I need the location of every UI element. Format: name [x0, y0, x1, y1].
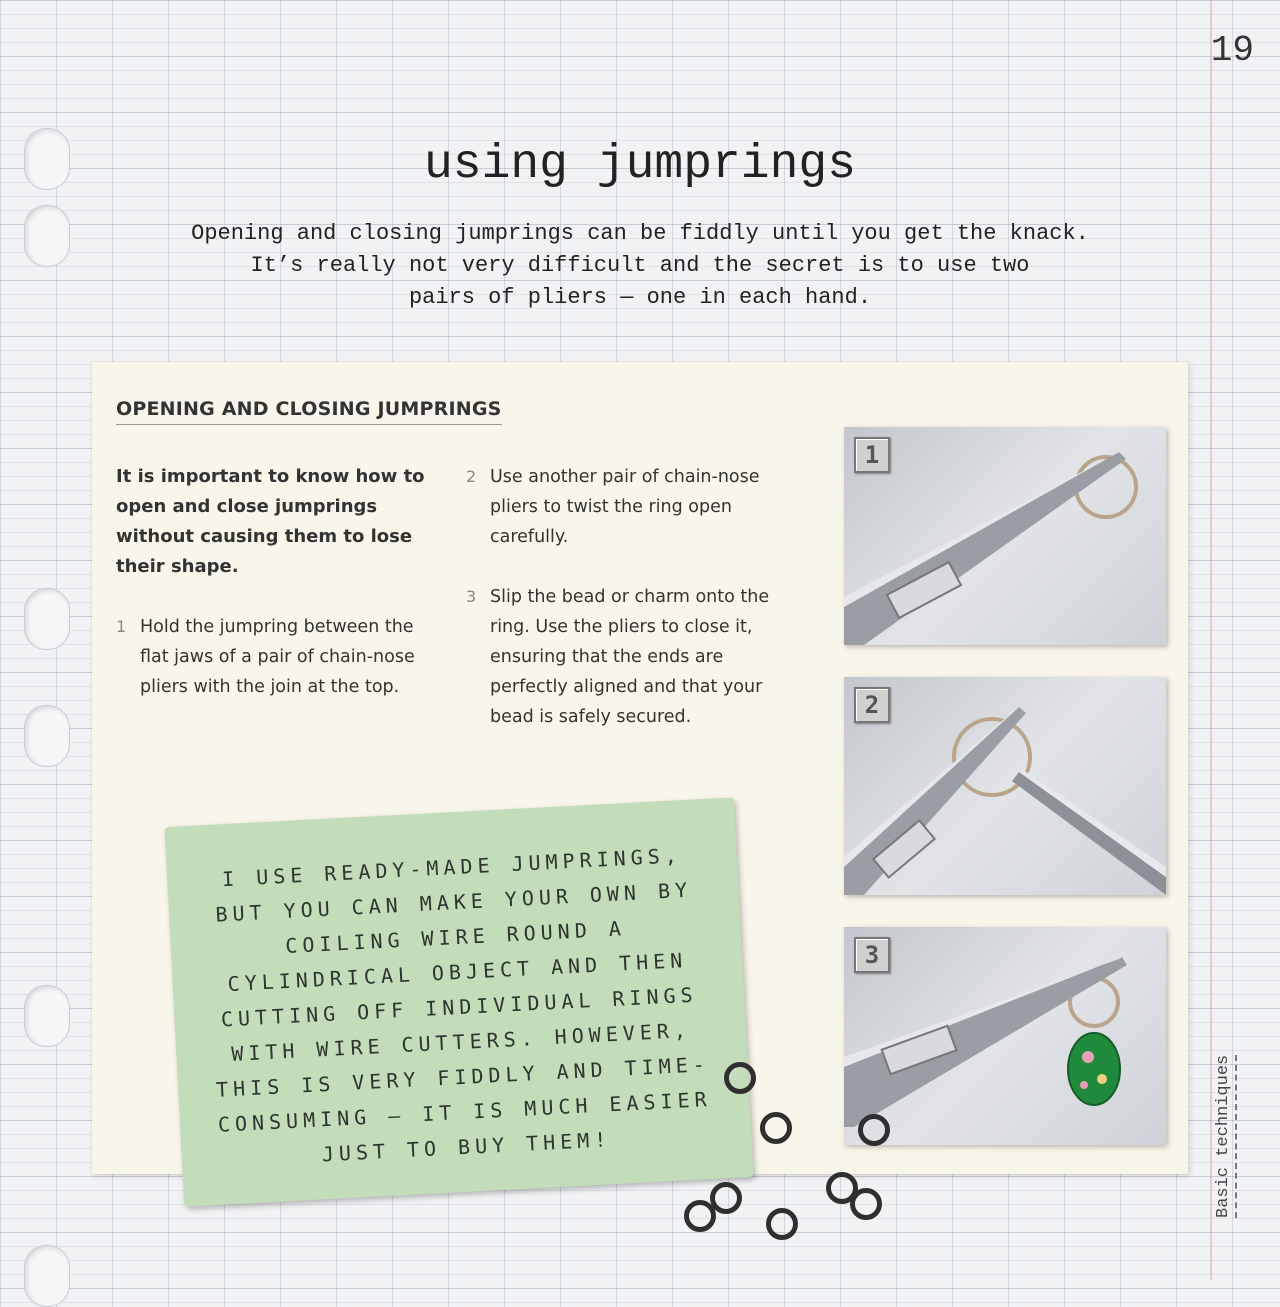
step-badge: 3: [854, 937, 890, 973]
lead-paragraph: It is important to know how to open and close jumprings without causing them to lose their shape.: [116, 466, 425, 577]
intro-line: It’s really not very difficult and the secret is to use two: [250, 253, 1030, 278]
punch-hole: [24, 985, 70, 1047]
step-text: Slip the bead or charm onto the ring. Use the pliers to close it, ensuring that the ends are perfectly aligned and that your bead is safely secured.: [490, 587, 770, 727]
step-number: 3: [466, 587, 477, 606]
margin-line: [1210, 0, 1212, 1280]
jumpring-image: [760, 1112, 792, 1144]
punch-hole: [24, 1245, 70, 1307]
tip-note: [164, 797, 753, 1206]
pliers-illustration: [844, 677, 1166, 895]
right-column: [466, 462, 786, 732]
pliers-illustration: [844, 927, 1166, 1145]
jumpring-image: [684, 1200, 716, 1232]
side-section-label: Basic techniques: [1214, 1055, 1237, 1218]
step-1: [116, 612, 436, 702]
intro-line: pairs of pliers — one in each hand.: [408, 285, 872, 310]
jumpring-image: [766, 1208, 798, 1240]
step-number: 1: [116, 617, 127, 636]
page-title: using jumprings: [423, 138, 857, 192]
jumpring-image: [858, 1114, 890, 1146]
intro-line: Opening and closing jumprings can be fiddly until you get the knack.: [191, 221, 1089, 246]
left-column: [116, 462, 436, 702]
page-number: 19: [1210, 30, 1254, 71]
intro-text: [130, 218, 1150, 314]
step-text: Hold the jumpring between the flat jaws of a pair of chain-nose pliers with the join at the top.: [140, 617, 415, 697]
step-photo-2: [844, 677, 1166, 895]
jumpring-image: [724, 1062, 756, 1094]
tip-note-text: I USE READY-MADE JUMPRINGS, BUT YOU CAN MAKE YOUR OWN BY COILING WIRE ROUND A CYLINDRICAL OBJECT AND THEN CUTTING OFF INDIVIDUAL RINGS WITH WIRE CUTTERS. HOWEVER, THIS IS VERY FIDDLY AND TIME-CONSUMING – IT IS MUCH EASIER JUST TO BUY THEM!: [214, 843, 713, 1167]
step-text: Use another pair of chain-nose pliers to twist the ring open carefully.: [490, 467, 760, 547]
pliers-illustration: [844, 427, 1166, 645]
jumpring-image: [850, 1188, 882, 1220]
step-number: 2: [466, 467, 477, 486]
step-badge: 1: [854, 437, 890, 473]
step-badge: 2: [854, 687, 890, 723]
punch-hole: [24, 588, 70, 650]
section-heading: OPENING AND CLOSING JUMPRINGS: [116, 398, 502, 425]
punch-hole: [24, 705, 70, 767]
step-2: [466, 462, 786, 552]
punch-hole: [24, 205, 70, 267]
step-photo-3: [844, 927, 1166, 1145]
step-photo-1: [844, 427, 1166, 645]
step-3: [466, 582, 786, 732]
